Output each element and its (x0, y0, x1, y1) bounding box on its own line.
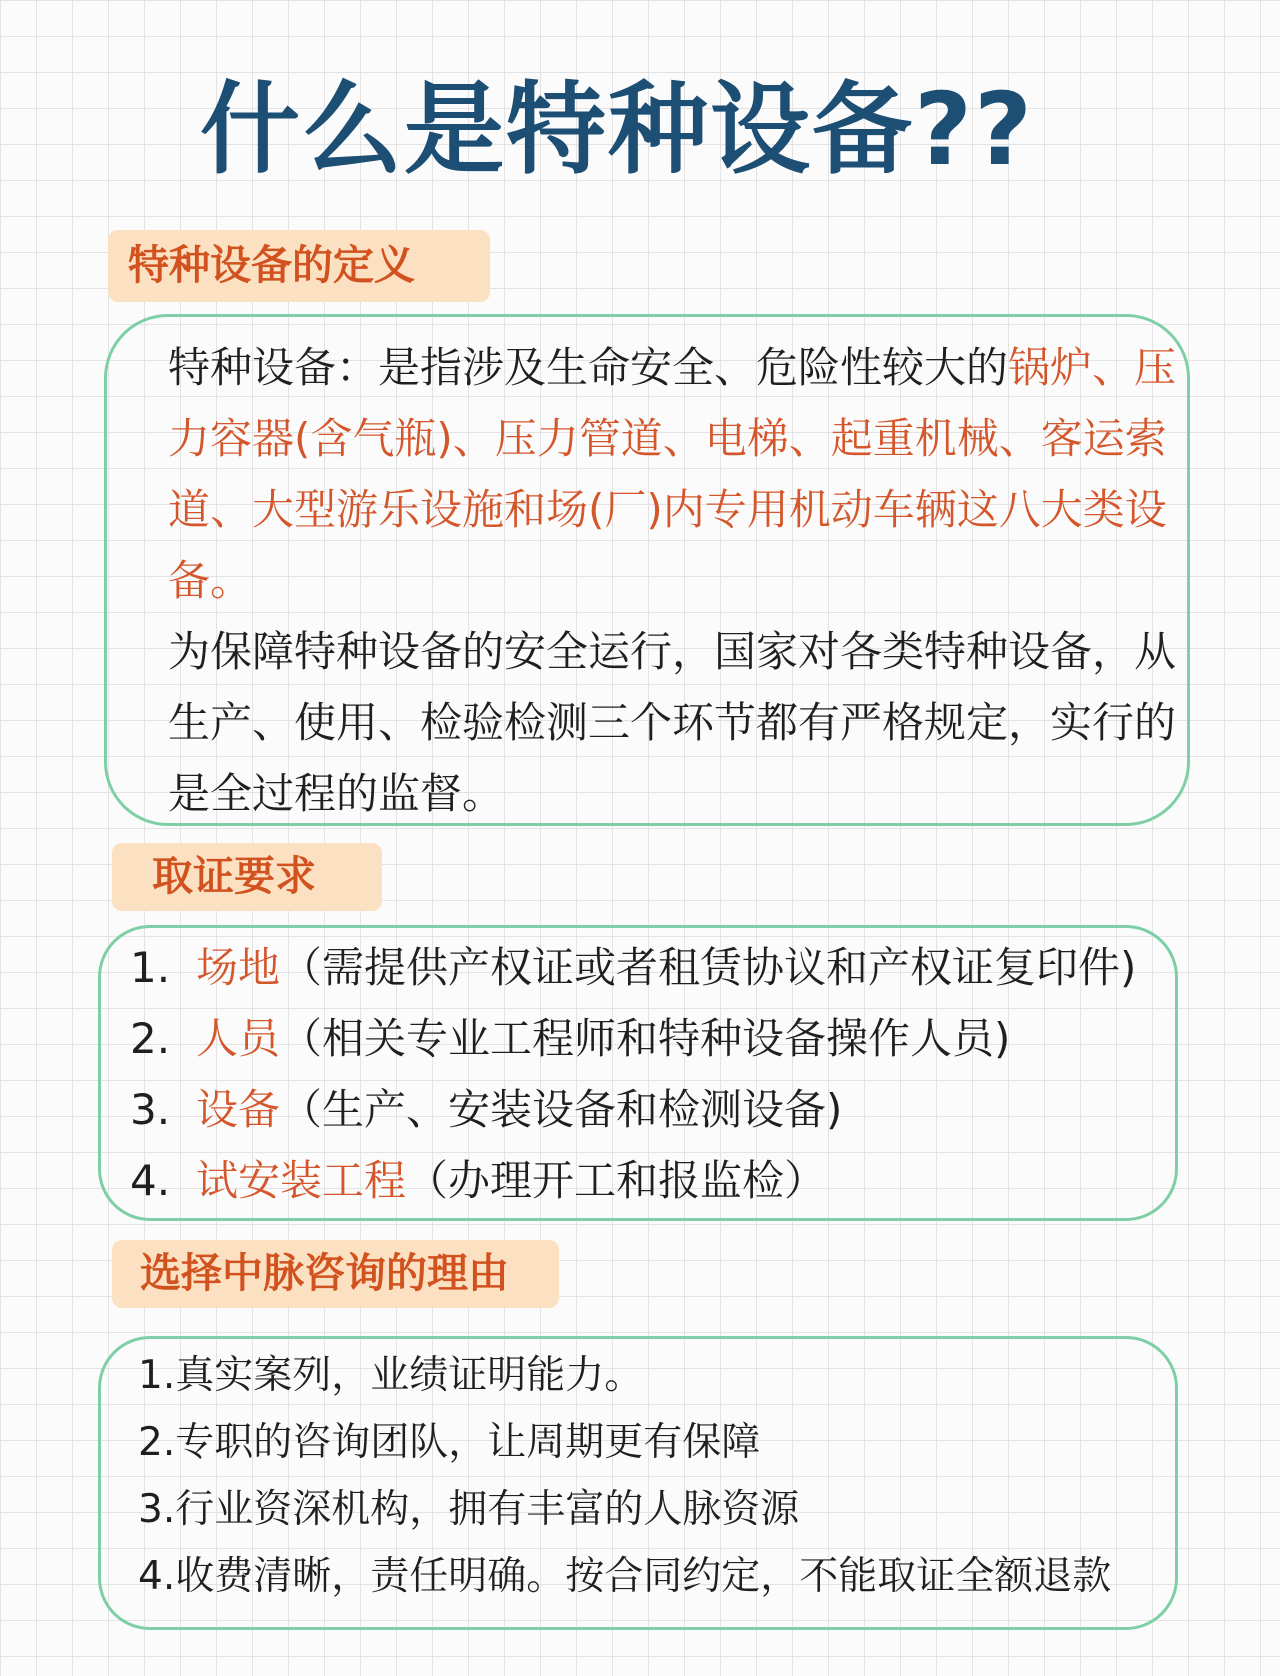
section-heading-requirements: 取证要求 (112, 843, 382, 911)
item-name: 场地 (196, 943, 281, 992)
list-item: 4.收费清晰，责任明确。按合同约定，不能取证全额退款 (138, 1554, 1112, 1599)
section-heading-definition: 特种设备的定义 (108, 230, 490, 302)
item-number: 4. (130, 1156, 171, 1205)
list-item (130, 1003, 1136, 1074)
page-title: 什么是特种设备?? (200, 71, 1035, 188)
list-item (130, 932, 1136, 1003)
definition-intro: 特种设备：是指涉及生命安全、危险性较大的 (168, 343, 1009, 392)
definition-paragraph-2: 为保障特种设备的安全运行，国家对各类特种设备，从生产、使用、检验检测三个环节都有严格规定，实行的是全过程的监督。 (168, 627, 1177, 818)
item-name: 试安装工程 (196, 1156, 407, 1205)
item-number: 1. (130, 943, 171, 992)
definition-highlight: 锅炉、压力容器(含气瓶)、压力管道、电梯、起重机械、客运索道、大型游乐设施和场(厂)内专用机动车辆这八大类设备。 (168, 343, 1177, 605)
reasons-list (138, 1342, 1111, 1610)
list-item (130, 1145, 1136, 1216)
list-item (130, 1074, 1136, 1145)
item-detail: （办理开工和报监检） (406, 1156, 827, 1205)
item-name: 设备 (196, 1085, 281, 1134)
item-detail: （生产、安装设备和检测设备) (280, 1085, 843, 1134)
list-item: 3.行业资深机构，拥有丰富的人脉资源 (138, 1487, 800, 1532)
definition-text (168, 332, 1188, 829)
requirements-list (130, 932, 1136, 1216)
item-detail: （需提供产权证或者租赁协议和产权证复印件) (280, 943, 1137, 992)
item-detail: （相关专业工程师和特种设备操作人员) (280, 1014, 1011, 1063)
item-number: 2. (130, 1014, 171, 1063)
list-item: 2.专职的咨询团队，让周期更有保障 (138, 1420, 761, 1465)
item-number: 3. (130, 1085, 171, 1134)
item-name: 人员 (196, 1014, 281, 1063)
list-item: 1.真实案列，业绩证明能力。 (138, 1353, 644, 1398)
section-heading-reasons: 选择中脉咨询的理由 (112, 1240, 559, 1308)
definition-paragraph-1 (168, 332, 1188, 616)
